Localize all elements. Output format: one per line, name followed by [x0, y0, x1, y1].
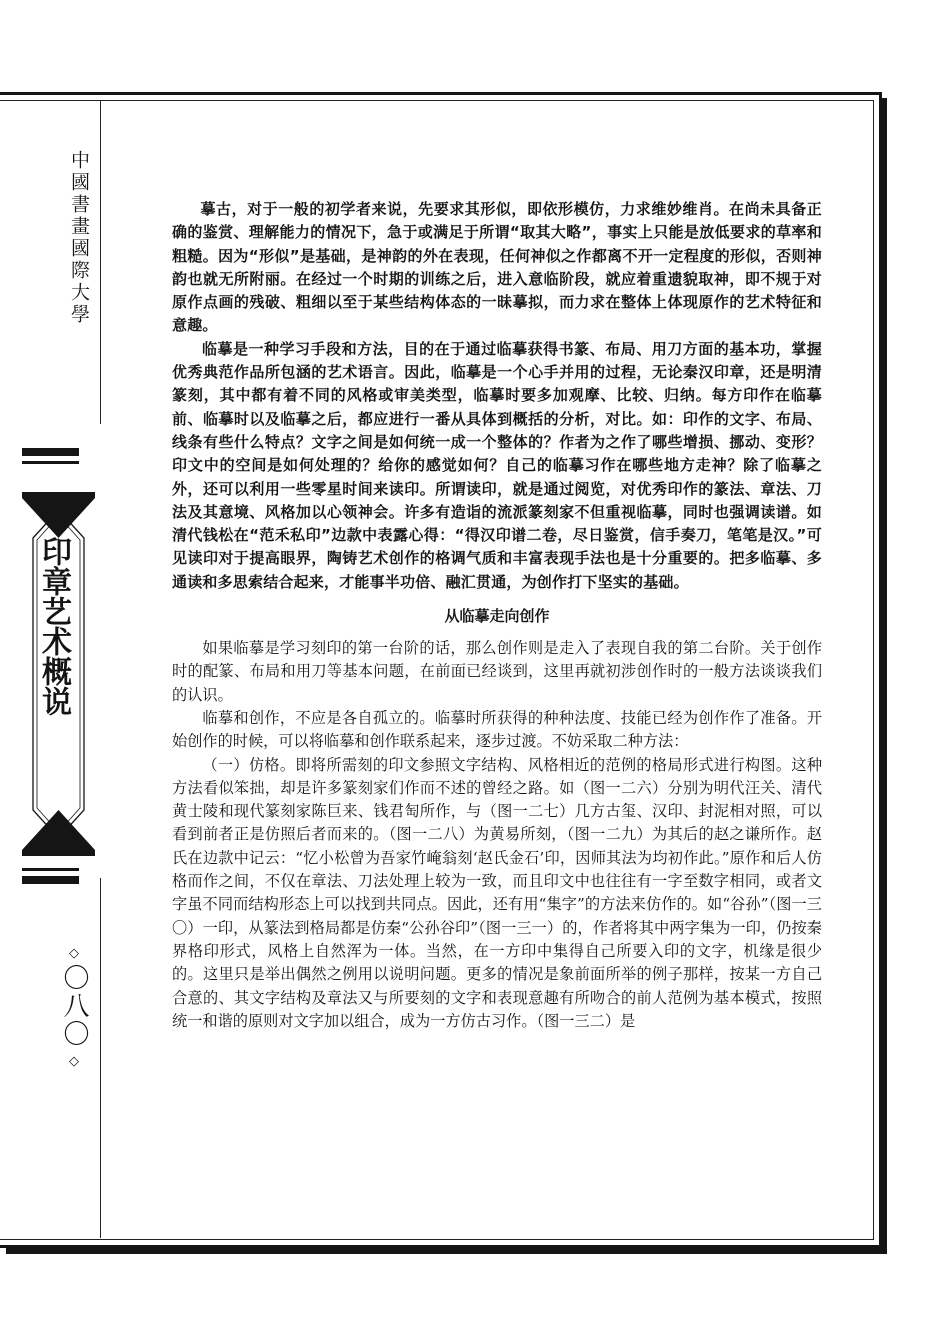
page-number: 〇八〇	[59, 964, 89, 1048]
diamond-icon: ◇	[69, 946, 79, 961]
frame-shadow-bottom	[6, 1248, 887, 1254]
paragraph: 摹古，对于一般的初学者来说，先要求其形似，即依形模仿，力求维妙维肖。在尚未具备正确的鉴赏、理解能力的情况下，急于或满足于所谓“取其大略”，事实上只能是放低要求的草率和粗糙。因为“形似”是基础，是神韵的外在表现，任何神似之作都离不开一定程度的形似，否则神韵也就无所附丽。在经过一个时期的训练之后，进入意临阶段，就应着重遗貌取神，即不规于对原作点画的残破、粗细以至于某些结构体态的一昧摹拟，而力求在整体上体现原作的艺术特征和意趣。	[172, 200, 822, 335]
paragraph: 临摹是一种学习手段和方法，目的在于通过临摹获得书篆、布局、用刀方面的基本功，掌握优秀典范作品所包涵的艺术语言。因此，临摹是一个心手并用的过程，无论秦汉印章，还是明清篆刻，其中都有着不同的风格或审美类型，临摹时要多加观摩、比较、归纳。每方印作在临摹前、临摹时以及临摹之后，都应进行一番从具体到概括的分析，对比。如：印作的文字、布局、线条有些什么特点？文字之间是如何统一成一个整体的？作者为之作了哪些增损、挪动、变形？印文中的空间是如何处理的？给你的感觉如何？自己的临摹习作在哪些地方走神？除了临摹之外，还可以利用一些零星时间来读印。所谓读印，就是通过阅览，对优秀印作的篆法、章法、刀法及其意境、风格加以心领神会。许多有造诣的流派篆刻家不但重视临摹，同时也强调读谱。如清代钱松在“范禾私印”边款中表露心得：“得汉印谱二卷，尽日鉴赏，信手奏刀，笔笔是汉。”可见读印对于提高眼界，陶铸艺术创作的格调气质和丰富表现手法也是十分重要的。把多临摹、多通读和多思索结合起来，才能事半功倍、融汇贯通，为创作打下坚实的基础。	[172, 339, 822, 591]
book-title: 印章艺术概说	[36, 536, 71, 716]
section-heading: 从临摹走向创作	[444, 607, 550, 626]
school-name: 中國書畫國際大學	[68, 150, 90, 326]
title-bar-bottom	[22, 868, 79, 871]
title-bar-top-2	[22, 461, 79, 464]
title-bar-top	[22, 448, 79, 456]
sidebar-divider-top	[100, 101, 101, 424]
paragraph: （一）仿格。即将所需刻的印文参照文字结构、风格相近的范例的格局形式进行构图。这种方法看似笨拙，却是许多篆刻家们作而不述的曾经之路。如（图一二六）分别为明代汪关、清代黄士陵和现代篆刻家陈巨来、钱君匋所作，与（图一二七）几方古玺、汉印、封泥相对照，可以看到前者正是仿照后者而来的。（图一二八）为黄易所刻，（图一二九）为其后的赵之谦所作。赵氏在边款中记云：“忆小松曾为吾家竹崦翁刻‘赵氏金石’印，因师其法为均初作此。”原作和后人仿格而作之间，不仅在章法、刀法处理上较为一致，而且印文中也往往有一字至数字相同，或者文字虽不同而结构形态上可以找到共同点。因此，还有用“集字”的方法来仿作的。如“谷孙”（图一三〇）一印，从篆法到格局都是仿秦“公孙谷印”（图一三一）的，作者将其中两字集为一印，仍按秦界格印形式，风格上自然浑为一体。当然，在一方印中集得自己所要入印的文字，机缘是很少的。这里只是举出偶然之例用以说明问题。更多的情况是象前面所举的例子那样，按某一方自己合意的、其文字结构及章法又与所要刻的文字和表现意趣有所吻合的前人范例为基本模式，按照统一和谐的原则对文字加以组合，成为一方仿古习作。（图一三二）是	[172, 755, 822, 1030]
title-bar-bottom-2	[22, 876, 79, 884]
main-text	[172, 198, 822, 1033]
sidebar-divider-bottom	[100, 878, 101, 1238]
paragraph: 如果临摹是学习刻印的第一台阶的话，那么创作则是走入了表现自我的第二台阶。关于创作时的配篆、布局和用刀等基本问题，在前面已经谈到，这里再就初涉创作时的一般方法谈谈我们的认识。	[172, 639, 822, 704]
paragraph: 临摹和创作，不应是各自孤立的。临摹时所获得的种种法度、技能已经为创作作了准备。开始创作的时候，可以将临摹和创作联系起来，逐步过渡。不妨采取二种方法：	[172, 708, 822, 751]
diamond-icon: ◇	[69, 1054, 79, 1069]
page-number-block	[54, 944, 94, 1072]
frame-shadow-right	[882, 98, 887, 1254]
